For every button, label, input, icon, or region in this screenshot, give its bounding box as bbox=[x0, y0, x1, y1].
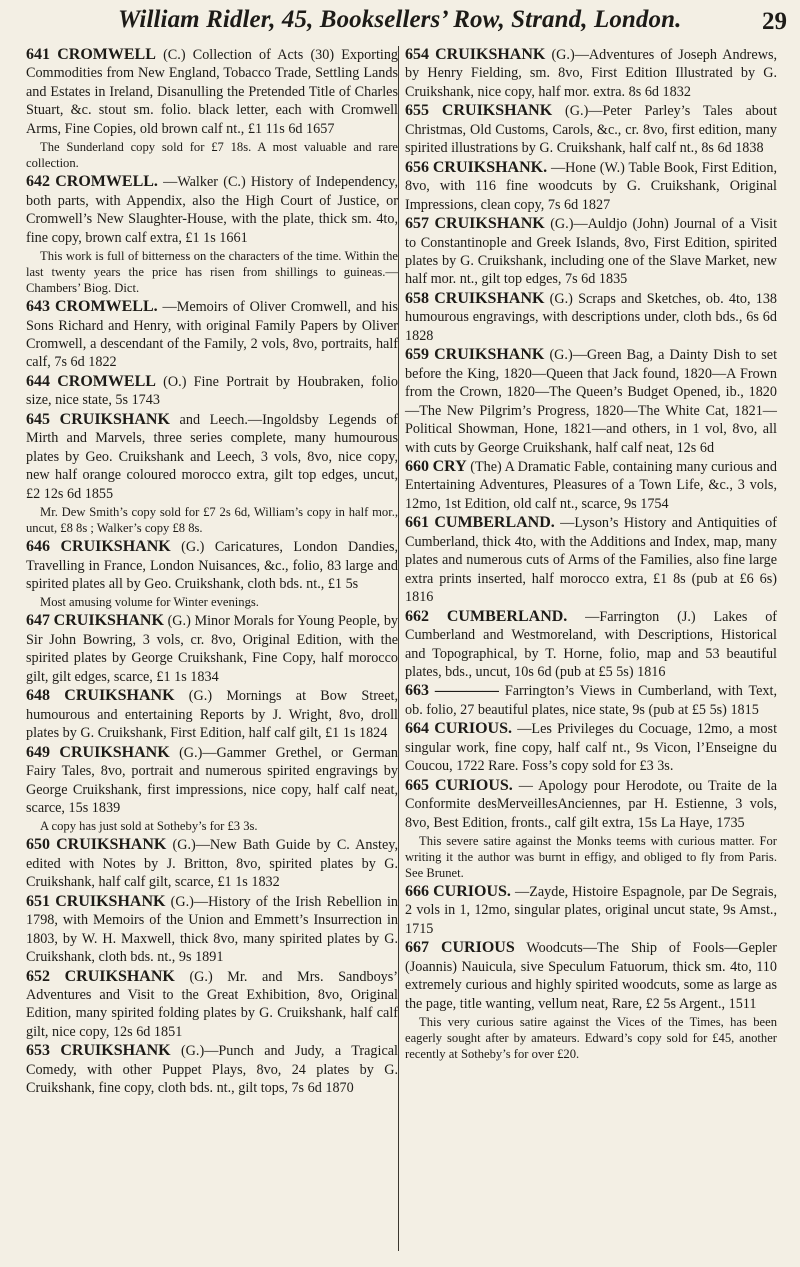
entry-heading: CURIOUS. bbox=[433, 883, 511, 901]
catalogue-entry bbox=[405, 159, 777, 214]
catalogue-entry bbox=[405, 777, 777, 832]
lot-number: 643 bbox=[26, 298, 50, 316]
entry-text: (C.) Collection of Acts (30) Exporting Commodities from New England, Tobacco Trade, Settling Lands and Estates in Ireland, Disanulling the Pretended Title of Charles Stuart, &c. stout sm. folio. black letter, each with Cromwell Arms, Fine Copies, old brown calf nt., £1 11s 6d 1657 bbox=[26, 47, 399, 137]
catalogue-entry bbox=[405, 682, 777, 719]
lot-number: 657 bbox=[405, 215, 429, 233]
catalogue-entry bbox=[405, 46, 777, 101]
entry-heading: CRUIKSHANK bbox=[59, 410, 170, 428]
left-column bbox=[26, 46, 398, 1099]
catalogue-note: The Sunderland copy sold for £7 18s. A most valuable and rare collection. bbox=[26, 140, 398, 171]
entry-text: (G.) Mr. and Mrs. Sandboys’ Adventures and Visit to the Great Exhibition, 8vo, Original Edition, many spirited folding plates by G. Cruikshank, half calf gilt, nice copy, 12s 6d 1851 bbox=[26, 968, 399, 1040]
entry-heading: CRUIKSHANK bbox=[434, 289, 545, 307]
catalogue-entry bbox=[26, 744, 398, 818]
entry-heading: CRUIKSHANK bbox=[56, 836, 167, 854]
entry-heading: CRUIKSHANK bbox=[434, 215, 545, 233]
entry-text: —Zayde, Histoire Espagnole, par De Segrais, 2 vols in 1, 12mo, singular plates, original uncut state, 9s Amst., 1715 bbox=[405, 884, 778, 937]
lot-number: 653 bbox=[26, 1042, 50, 1060]
entry-text: (G.)—Punch and Judy, a Tragical Comedy, with other Puppet Plays, 8vo, 24 plates by G. Cruikshank, fine copy, cloth bds. nt., gilt tops, 7s 6d 1870 bbox=[26, 1043, 398, 1097]
catalogue-entry bbox=[26, 538, 398, 593]
catalogue-note: A copy has just sold at Sotheby’s for £3 3s. bbox=[40, 819, 258, 834]
catalogue-entry bbox=[26, 968, 398, 1042]
entry-text: Woodcuts—The Ship of Fools—Gepler (Joannis) Nauicula, sive Speculum Fatuorum, thick sm. 4to, 110 extremely curious and highly spirited woodcuts, some as large as the page, title wanting, vellum neat, Rare, £2 5s Argent., 1511 bbox=[405, 940, 777, 1012]
lot-number: 646 bbox=[26, 538, 50, 556]
running-title: William Ridler, 45, Booksellers’ Row, Strand, London. bbox=[118, 6, 682, 33]
catalogue-entry bbox=[405, 215, 777, 289]
catalogue-entry bbox=[26, 687, 398, 742]
lot-number: 659 bbox=[405, 346, 429, 364]
entry-text: (G.) Mornings at Bow Street, humourous and entertaining Reports by J. Wright, 8vo, droll plates by G. Cruikshank, First Edition, half calf gilt, £1 1s 1824 bbox=[26, 688, 399, 742]
catalogue-entry bbox=[405, 514, 777, 606]
entry-heading: CROMWELL. bbox=[55, 173, 158, 191]
catalogue-entry bbox=[26, 836, 398, 891]
entry-heading: CRY bbox=[432, 457, 467, 475]
catalogue-entry bbox=[405, 346, 777, 457]
catalogue-note: This very curious satire against the Vices of the Times, has been eagerly sought after by amateurs. Edward’s copy sold for £45, another recently at Sotheby’s for over £20. bbox=[405, 1015, 777, 1062]
entry-heading: CROMWELL. bbox=[54, 298, 158, 316]
entry-heading: CRUIKSHANK bbox=[64, 687, 175, 705]
lot-number: 647 bbox=[26, 612, 50, 630]
catalogue-entry bbox=[405, 290, 777, 345]
entry-text: (G.)—Auldjo (John) Journal of a Visit to Constantinople and Greek Islands, 8vo, First Edition, spirited plates by G. Cruikshank, including one of the Slave Market, new half mor. nt., gilt top edges, 7s 6d 1835 bbox=[405, 216, 778, 288]
catalogue-entry bbox=[405, 458, 777, 513]
page-header bbox=[0, 4, 800, 44]
lot-number: 663 bbox=[405, 682, 429, 700]
lot-number: 666 bbox=[405, 883, 429, 901]
catalogue-entry bbox=[26, 893, 398, 967]
catalogue-entry bbox=[405, 883, 777, 938]
entry-text: (G.)—Green Bag, a Dainty Dish to set before the King, 1820—Queen that Jack found, 1820—A Frown from the Crown, 1820—The Queen’s Budget Opened, ib., 1820—The New Pilgrim’s Progress, 1820—The White Cat, 1821—Political Showman, Hone, 1821—and others, in 1 vol, 8vo, all with cuts by George Cruikshank, half calf neat, 12s 6d bbox=[405, 347, 778, 456]
entry-text: — Apology pour Herodote, ou Traite de la Conformite desMerveillesAnciennes, par H. Estienne, 3 vols, 8vo, Best Edition, fronts., calf gilt extra, 15s La Haye, 1735 bbox=[405, 777, 777, 831]
entry-text: (G.) Caricatures, London Dandies, Travelling in France, London Nuisances, &c., folio, 83 large and spirited plates all by Geo. Cruikshank, cloth bds. nt., £1 5s bbox=[26, 539, 399, 592]
entry-text: (The) A Dramatic Fable, containing many curious and Entertaining Adventures, Pleasures of a Town Life, &c., 3 vols, 12mo, 1st Edition, old calf nt., scarce, 9s 1754 bbox=[405, 458, 777, 512]
catalogue-entry bbox=[26, 411, 398, 503]
lot-number: 661 bbox=[405, 514, 429, 532]
catalogue-entry bbox=[26, 373, 398, 410]
entry-heading: CRUIKSHANK bbox=[441, 102, 553, 120]
lot-number: 642 bbox=[26, 173, 50, 191]
lot-number: 662 bbox=[405, 607, 429, 625]
entry-text: —Lyson’s History and Antiquities of Cumberland, thick 4to, with the Additions and Index, map, many plates and numerous cuts of Arms of the Families, also fine large extra prints inserted, half morocco extra, £1 8s (pub at £6 6s) 1816 bbox=[405, 515, 777, 606]
entry-text: and Leech.—Ingoldsby Legends of Mirth and Marvels, three series complete, many humourous plates by Geo. Cruikshank and Leech, 3 vols, 8vo, nice copy, new half orange coloured morocco extra, gilt top edges, uncut, £2 12s 6d 1855 bbox=[26, 411, 398, 502]
entry-heading: CROMWELL bbox=[57, 372, 156, 390]
entry-heading: CRUIKSHANK bbox=[55, 892, 166, 910]
entry-text: (G.)—Adventures of Joseph Andrews, by Henry Fielding, sm. 8vo, First Edition Illustrated by G. Cruikshank, nice copy, half mor. extra. 8s 6d 1832 bbox=[405, 47, 778, 100]
lot-number: 664 bbox=[405, 720, 429, 738]
entry-text: (G.)—History of the Irish Rebellion in 1798, with Memoirs of the Union and Emmett’s Insurrection in 1803, by W. H. Maxwell, thick 8vo, many spirited plates by G. Cruikshank, cloth bds. nt., 9s 1891 bbox=[26, 893, 398, 966]
entry-heading: CURIOUS. bbox=[434, 720, 513, 738]
catalogue-entry bbox=[405, 720, 777, 775]
lot-number: 644 bbox=[26, 372, 50, 390]
entry-text: —Hone (W.) Table Book, First Edition, 8vo, with 116 fine woodcuts by G. Cruikshank, Original Impressions, clean copy, 7s 6d 1827 bbox=[405, 159, 778, 213]
entry-heading: CUMBERLAND. bbox=[446, 607, 568, 625]
entry-text: —Farrington (J.) Lakes of Cumberland and Westmoreland, with Descriptions, Historical and Topographical, by T. Horne, folio, map and 53 beautiful plates, bds., uncut, 10s 6d (pub at £5 5s) 1816 bbox=[405, 608, 778, 680]
entry-heading: CRUIKSHANK bbox=[435, 46, 546, 63]
lot-number: 645 bbox=[26, 410, 50, 428]
lot-number: 641 bbox=[26, 46, 50, 63]
entry-text: —Memoirs of Oliver Cromwell, and his Sons Richard and Henry, with original Family Papers by Oliver Cromwell, a descendant of the Family, 2 vols, 8vo, portraits, half calf, 7s 6d 1822 bbox=[26, 299, 399, 371]
lot-number: 651 bbox=[26, 892, 50, 910]
right-column bbox=[405, 46, 777, 1064]
entry-heading: CRUIKSHANK bbox=[434, 346, 545, 364]
catalogue-entry bbox=[26, 46, 398, 138]
catalogue-entry bbox=[26, 298, 398, 372]
page-number: 29 bbox=[762, 8, 787, 35]
lot-number: 649 bbox=[26, 743, 50, 761]
entry-text: (G.) Scraps and Sketches, ob. 4to, 138 humourous engravings, with descriptions under, cloth bds., 6s 6d 1828 bbox=[405, 290, 778, 344]
lot-number: 650 bbox=[26, 836, 50, 854]
lot-number: 654 bbox=[405, 46, 429, 63]
entry-heading: CRUIKSHANK bbox=[59, 743, 170, 761]
entry-text: (O.) Fine Portrait by Houbraken, folio size, nice state, 5s 1743 bbox=[26, 373, 398, 409]
catalogue-entry bbox=[26, 173, 398, 247]
lot-number: 648 bbox=[26, 687, 50, 705]
entry-text: —Les Privileges du Cocuage, 12mo, a most singular work, fine copy, half calf nt., 9s Vicon, l’Enseigne du Coucou, 1722 Rare. Foss’s copy sold for £3 3s. bbox=[405, 721, 778, 775]
entry-text: —Walker (C.) History of Independency, both parts, with Appendix, also the High Court of Justice, or Cromwell’s New Slaughter-House, with the plate, thick sm. 4to, fine copy, brown calf extra, £1 1s 1661 bbox=[26, 174, 398, 246]
catalogue-entry bbox=[405, 939, 777, 1013]
lot-number: 658 bbox=[405, 289, 429, 307]
entry-text: (G.)—New Bath Guide by C. Anstey, edited with Notes by J. Britton, 8vo, spirited plates by G. Cruikshank, half calf gilt, scarce, £1 1s 1832 bbox=[26, 837, 399, 891]
lot-number: 665 bbox=[405, 776, 429, 794]
catalogue-note: This severe satire against the Monks teems with curious matter. For writing it the author was burnt in effigy, and obliged to fly from Paris. See Brunet. bbox=[405, 834, 777, 881]
entry-heading: CRUIKSHANK bbox=[60, 1042, 171, 1060]
entry-heading: CURIOUS. bbox=[434, 776, 513, 794]
lot-number: 652 bbox=[26, 967, 50, 985]
catalogue-entry bbox=[405, 608, 777, 682]
entry-heading: CRUIKSHANK bbox=[64, 967, 175, 985]
entry-heading: ———— bbox=[434, 682, 499, 700]
entry-text: Farrington’s Views in Cumberland, with Text, ob. folio, 27 beautiful plates, nice state, 9s (pub at £5 5s) 1815 bbox=[405, 683, 778, 718]
entry-text: (G.)—Peter Parley’s Tales about Christmas, Old Customs, Carols, &c., cr. 8vo, first edition, many spirited illustrations by G. Cruikshank, half calf nt., 8s 6d 1838 bbox=[405, 103, 778, 157]
catalogue-entry bbox=[26, 612, 398, 686]
catalogue-note: Mr. Dew Smith’s copy sold for £7 2s 6d, William’s copy in half mor., uncut, £8 8s ; Walker’s copy £8 8s. bbox=[26, 505, 398, 536]
entry-heading: CRUIKSHANK bbox=[53, 612, 164, 630]
catalogue-note: Most amusing volume for Winter evenings. bbox=[40, 595, 259, 610]
entry-heading: CROMWELL bbox=[57, 46, 156, 63]
entry-heading: CUMBERLAND. bbox=[434, 514, 555, 532]
catalogue-entry bbox=[405, 102, 777, 157]
entry-heading: CURIOUS bbox=[440, 939, 515, 957]
lot-number: 655 bbox=[405, 102, 429, 120]
column-divider bbox=[398, 46, 399, 1251]
catalogue-entry bbox=[26, 1042, 398, 1097]
entry-heading: CRUIKSHANK. bbox=[432, 158, 548, 176]
entry-text: (G.)—Gammer Grethel, or German Fairy Tales, 8vo, portrait and numerous spirited engravings by George Cruikshank, first impressions, nice copy, half calf neat, scarce, 15s 1839 bbox=[26, 744, 398, 816]
lot-number: 660 bbox=[405, 457, 429, 475]
catalogue-note: This work is full of bitterness on the characters of the time. Within the last twenty years the price has risen from shillings to guineas.—Chambers’ Biog. Dict. bbox=[26, 249, 398, 296]
lot-number: 656 bbox=[405, 158, 429, 176]
entry-text: (G.) Minor Morals for Young People, by Sir John Bowring, 3 vols, cr. 8vo, Original Edition, with the spirited plates by George Cruikshank, Fine Copy, half morocco gilt, gilt edges, scarce, £1 1s 1834 bbox=[26, 613, 399, 685]
lot-number: 667 bbox=[405, 939, 429, 957]
entry-heading: CRUIKSHANK bbox=[60, 538, 171, 556]
